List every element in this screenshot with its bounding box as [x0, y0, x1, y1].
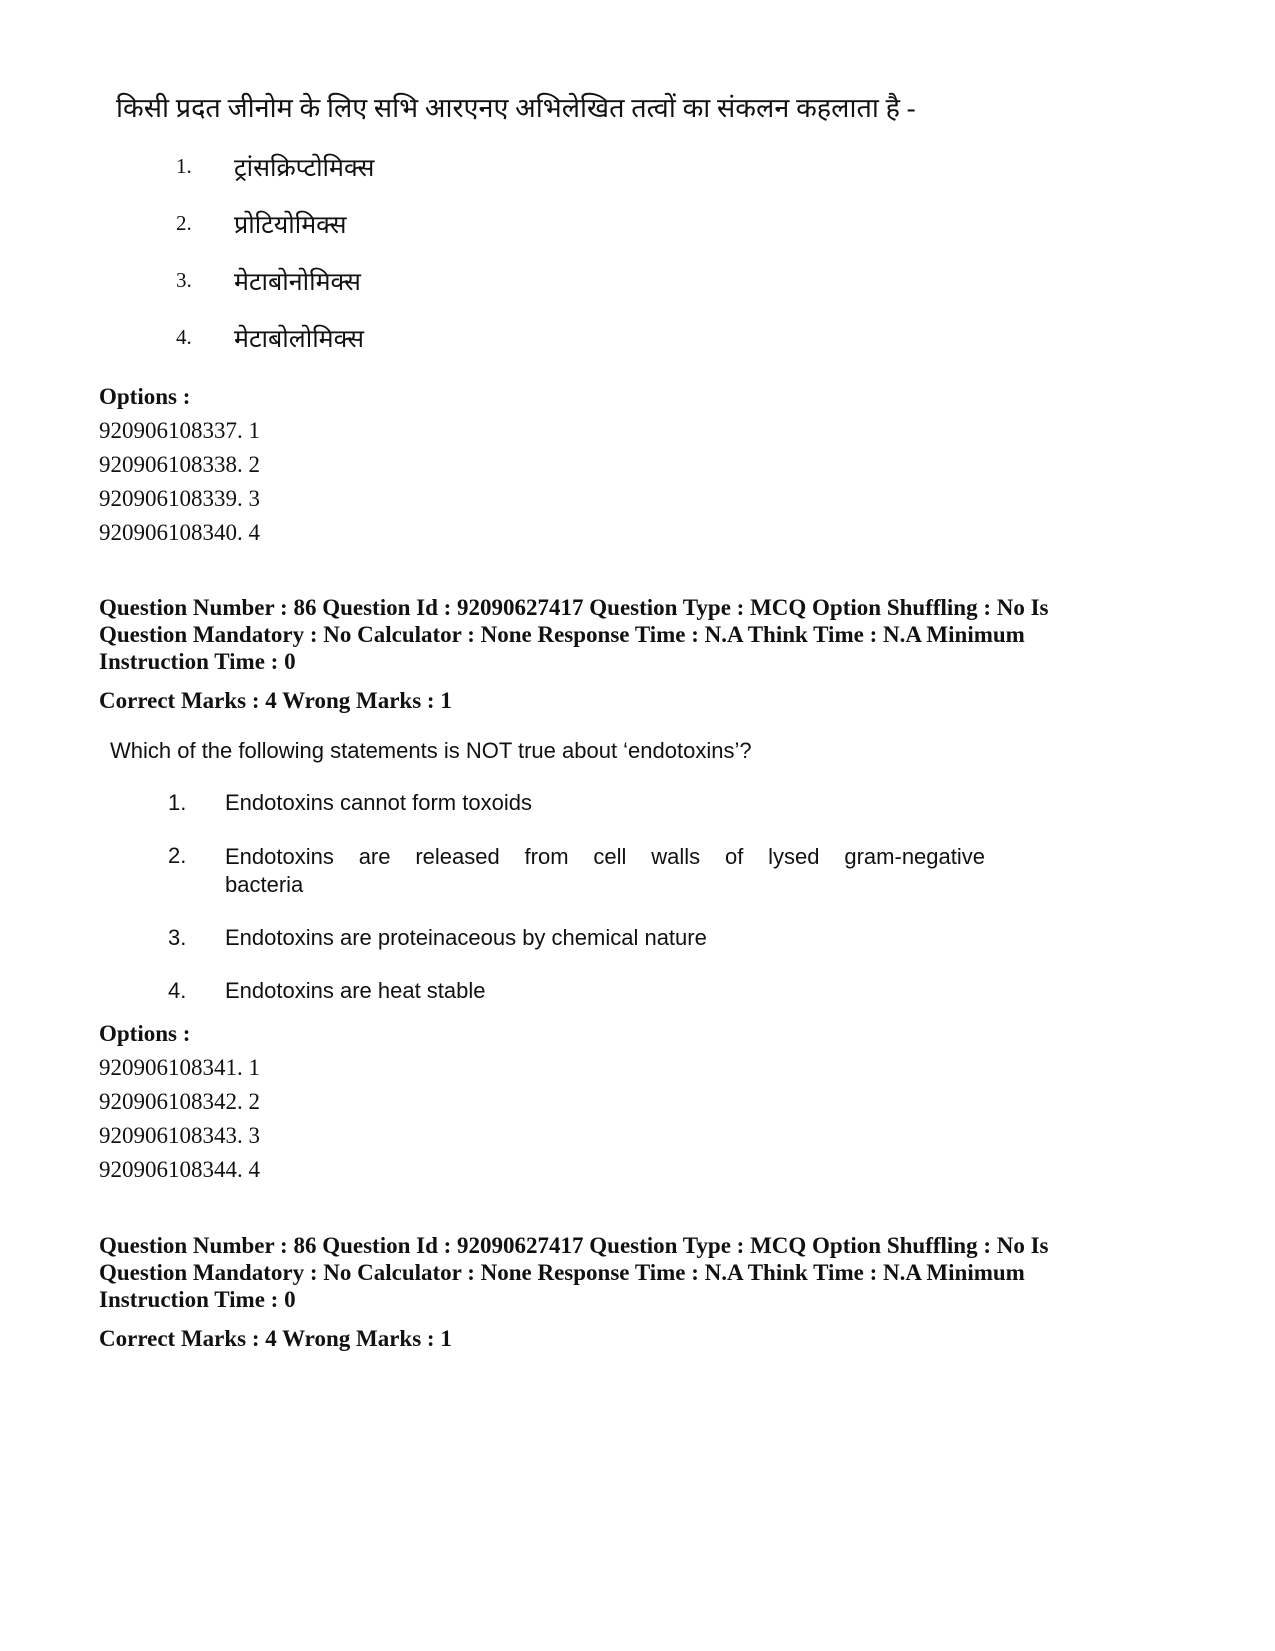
- choice-number: 4.: [176, 325, 192, 349]
- choice-number: 1.: [176, 154, 192, 178]
- option-id-row: 920906108341. 1: [99, 1055, 260, 1080]
- meta-line: Question Mandatory : No Calculator : None Response Time : N.A Think Time : N.A Minimum: [99, 622, 1025, 647]
- marks-line: Correct Marks : 4 Wrong Marks : 1: [99, 688, 452, 713]
- meta-line: Question Number : 86 Question Id : 92090627417 Question Type : MCQ Option Shuffling : No Is: [99, 1233, 1049, 1258]
- question-stem-english: Which of the following statements is NOT true about ‘endotoxins’?: [110, 738, 752, 763]
- option-id-row: 920906108342. 2: [99, 1089, 260, 1114]
- options-label: Options :: [99, 384, 191, 409]
- choice-number: 1.: [168, 790, 187, 815]
- option-id-row: 920906108338. 2: [99, 452, 260, 477]
- choice-number: 3.: [168, 925, 187, 950]
- option-id-row: 920906108344. 4: [99, 1157, 260, 1182]
- question-stem-hindi: किसी प्रदत जीनोम के लिए सभि आरएनए अभिलेखित तत्वों का संकलन कहलाता है -: [116, 93, 916, 123]
- choice-text-line1: Endotoxins are released from cell walls of lysed gram-negative: [225, 844, 985, 869]
- option-id-row: 920906108343. 3: [99, 1123, 260, 1148]
- question-meta: [99, 594, 1109, 675]
- meta-line: Question Number : 86 Question Id : 92090627417 Question Type : MCQ Option Shuffling : No Is: [99, 595, 1049, 620]
- choice-number: 4.: [168, 978, 187, 1003]
- choice-text: प्रोटियोमिक्स: [234, 212, 347, 239]
- choice-number: 3.: [176, 268, 192, 292]
- choice-text: Endotoxins are heat stable: [225, 978, 486, 1003]
- choice-text: मेटाबोनोमिक्स: [234, 269, 361, 296]
- marks-line: Correct Marks : 4 Wrong Marks : 1: [99, 1326, 452, 1351]
- meta-line: Instruction Time : 0: [99, 649, 296, 674]
- choice-number: 2.: [176, 211, 192, 235]
- option-id-row: 920906108339. 3: [99, 486, 260, 511]
- choice-text: ट्रांसक्रिप्टोमिक्स: [234, 155, 375, 182]
- choice-text: Endotoxins are proteinaceous by chemical nature: [225, 925, 707, 950]
- question-meta: [99, 1232, 1109, 1313]
- meta-line: Question Mandatory : No Calculator : None Response Time : N.A Think Time : N.A Minimum: [99, 1260, 1025, 1285]
- choice-text: [225, 843, 985, 899]
- options-label: Options :: [99, 1021, 191, 1046]
- choice-number: 2.: [168, 843, 187, 868]
- meta-line: Instruction Time : 0: [99, 1287, 296, 1312]
- choice-text: मेटाबोलोमिक्स: [234, 326, 365, 353]
- option-id-row: 920906108340. 4: [99, 520, 260, 545]
- choice-text-line2: bacteria: [225, 872, 304, 897]
- option-id-row: 920906108337. 1: [99, 418, 260, 443]
- choice-text: Endotoxins cannot form toxoids: [225, 790, 532, 815]
